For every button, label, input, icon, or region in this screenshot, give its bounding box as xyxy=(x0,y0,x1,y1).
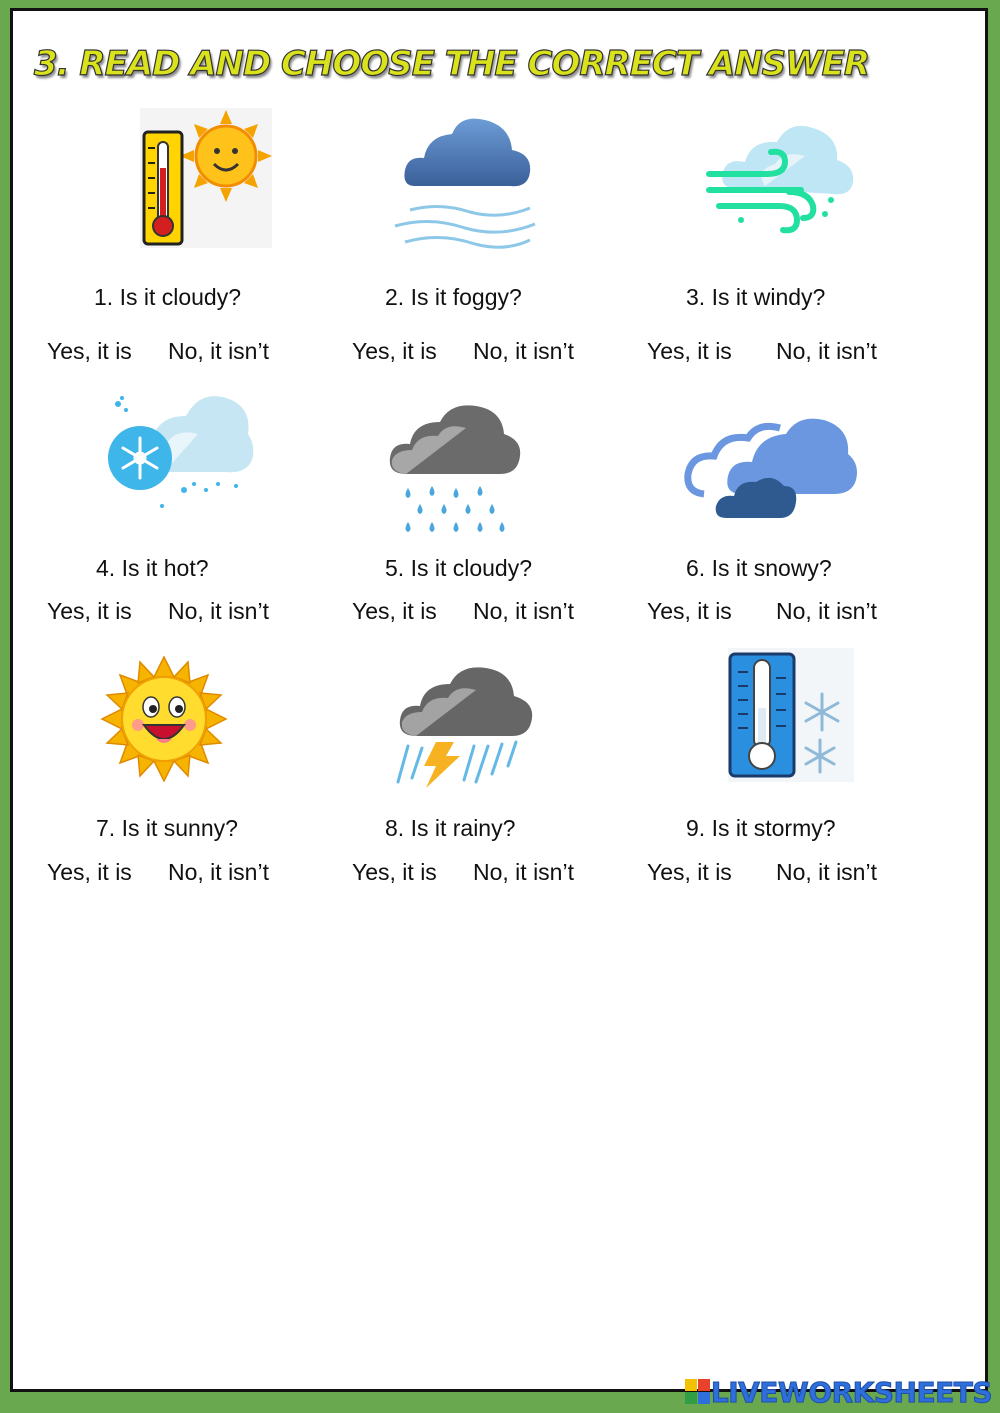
worksheet-title: 3. READ AND CHOOSE THE CORRECT ANSWER xyxy=(34,44,870,84)
answer-1-no[interactable]: No, it isn’t xyxy=(168,338,269,364)
question-4: 4. Is it hot? xyxy=(96,555,209,581)
rain-cloud-icon xyxy=(386,400,524,540)
answer-4-yes[interactable]: Yes, it is xyxy=(47,598,132,624)
question-9: 9. Is it stormy? xyxy=(686,815,836,841)
answer-5-yes[interactable]: Yes, it is xyxy=(352,598,437,624)
answer-2-yes[interactable]: Yes, it is xyxy=(352,338,437,364)
hot-icon xyxy=(140,108,272,248)
liveworksheets-logo[interactable] xyxy=(685,1375,992,1409)
answer-7-yes[interactable]: Yes, it is xyxy=(47,859,132,885)
question-7: 7. Is it sunny? xyxy=(96,815,238,841)
answer-5-no[interactable]: No, it isn’t xyxy=(473,598,574,624)
liveworksheets-logo-icon xyxy=(685,1377,711,1407)
cold-thermometer-icon xyxy=(728,648,854,782)
answer-4-no[interactable]: No, it isn’t xyxy=(168,598,269,624)
storm-cloud-icon xyxy=(396,662,538,792)
snowy-cloud-icon xyxy=(106,386,256,512)
answer-3-no[interactable]: No, it isn’t xyxy=(776,338,877,364)
answer-9-yes[interactable]: Yes, it is xyxy=(647,859,732,885)
answer-3-yes[interactable]: Yes, it is xyxy=(647,338,732,364)
question-5: 5. Is it cloudy? xyxy=(385,555,533,581)
answer-6-no[interactable]: No, it isn’t xyxy=(776,598,877,624)
question-8: 8. Is it rainy? xyxy=(385,815,516,841)
liveworksheets-brand: LIVEWORKSHEETS xyxy=(710,1375,992,1409)
answer-7-no[interactable]: No, it isn’t xyxy=(168,859,269,885)
answer-2-no[interactable]: No, it isn’t xyxy=(473,338,574,364)
cloudy-icon xyxy=(684,410,860,526)
answer-9-no[interactable]: No, it isn’t xyxy=(776,859,877,885)
answer-8-no[interactable]: No, it isn’t xyxy=(473,859,574,885)
foggy-cloud-icon xyxy=(390,108,540,268)
smiling-sun-icon xyxy=(100,656,228,782)
question-2: 2. Is it foggy? xyxy=(385,284,522,310)
question-1: 1. Is it cloudy? xyxy=(94,284,242,310)
answer-8-yes[interactable]: Yes, it is xyxy=(352,859,437,885)
question-6: 6. Is it snowy? xyxy=(686,555,832,581)
windy-icon xyxy=(705,118,857,242)
answer-1-yes[interactable]: Yes, it is xyxy=(47,338,132,364)
answer-6-yes[interactable]: Yes, it is xyxy=(647,598,732,624)
question-3: 3. Is it windy? xyxy=(686,284,826,310)
